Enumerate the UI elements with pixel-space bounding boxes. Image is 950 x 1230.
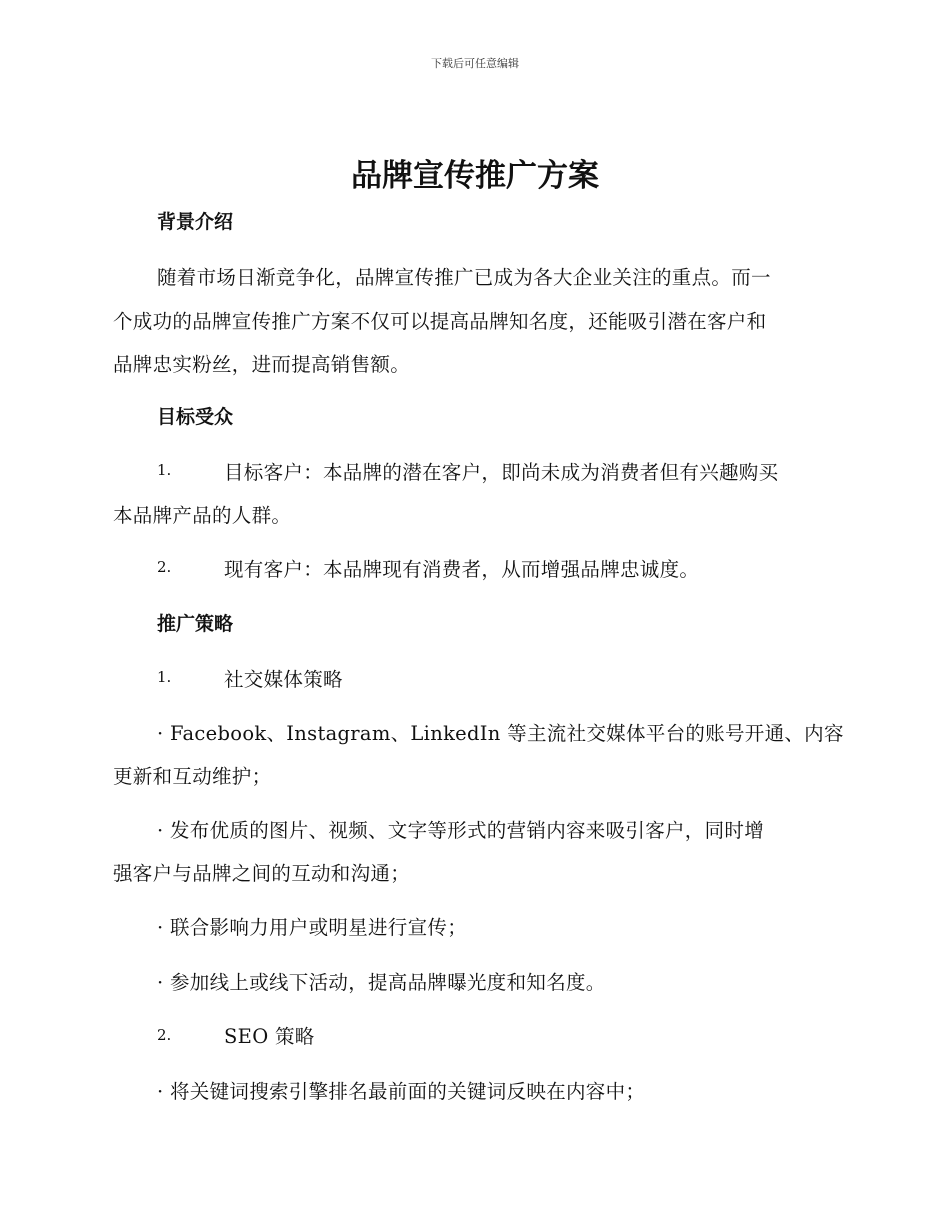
section-heading-audience: 目标受众 xyxy=(157,406,234,428)
list-number: 1. xyxy=(157,668,172,686)
list-item-text: SEO 策略 xyxy=(224,1025,315,1048)
bullet-line: · 将关键词搜索引擎排名最前面的关键词反映在内容中； xyxy=(157,1080,646,1103)
section-heading-background: 背景介绍 xyxy=(157,211,234,233)
paragraph-line: 个成功的品牌宣传推广方案不仅可以提高品牌知名度，还能吸引潜在客户和 xyxy=(113,310,767,333)
list-number: 2. xyxy=(157,558,172,576)
bullet-line: · 联合影响力用户或明星进行宣传； xyxy=(157,916,467,939)
document-title: 品牌宣传推广方案 xyxy=(351,158,599,194)
list-number: 1. xyxy=(157,461,172,479)
list-item-text: 本品牌产品的人群。 xyxy=(113,504,292,527)
bullet-line: · 参加线上或线下活动，提高品牌曝光度和知名度。 xyxy=(157,971,606,994)
list-item-text: 社交媒体策略 xyxy=(224,668,343,691)
paragraph-line: 品牌忠实粉丝，进而提高销售额。 xyxy=(113,353,411,376)
paragraph-line: 随着市场日渐竞争化，品牌宣传推广已成为各大企业关注的重点。而一 xyxy=(157,266,771,289)
bullet-line: · 发布优质的图片、视频、文字等形式的营销内容来吸引客户，同时增 xyxy=(157,819,764,842)
bullet-line: 更新和互动维护； xyxy=(113,765,272,788)
list-number: 2. xyxy=(157,1026,172,1044)
bullet-line: 强客户与品牌之间的互动和沟通； xyxy=(113,862,411,885)
section-heading-strategy: 推广策略 xyxy=(157,613,234,635)
bullet-line: · Facebook、Instagram、LinkedIn 等主流社交媒体平台的账号开通、内容 xyxy=(157,722,844,745)
list-item-text: 目标客户：本品牌的潜在客户，即尚未成为消费者但有兴趣购买 xyxy=(224,461,779,484)
list-item-text: 现有客户：本品牌现有消费者，从而增强品牌忠诚度。 xyxy=(224,558,700,581)
page-header: 下载后可任意编辑 xyxy=(431,57,519,70)
